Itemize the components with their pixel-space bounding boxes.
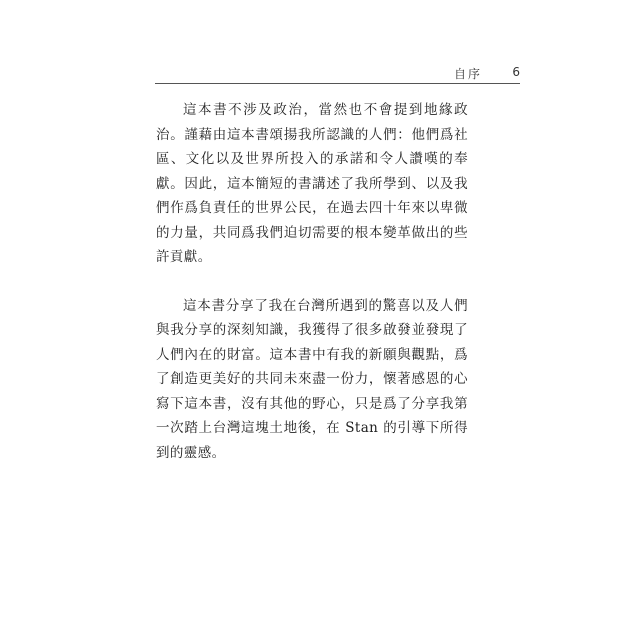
page-number: 6 — [512, 65, 520, 79]
body-text — [156, 98, 468, 489]
running-head: 自序 — [453, 67, 482, 81]
page-header — [155, 62, 520, 84]
paragraph: 這本書分享了我在台灣所遇到的驚喜以及人們與我分享的深刻知識，我獲得了很多啟發並發現了人們內在的財富。這本書中有我的新願與觀點，爲了創造更美好的共同未來盡一份力，懷著感恩的心寫下這本書，沒有其他的野心，只是爲了分享我第一次踏上台灣這塊土地後，在 Stan 的引導下所得到的靈感。 — [156, 297, 468, 461]
header-rule — [155, 83, 520, 84]
paragraph: 這本書不涉及政治，當然也不會提到地緣政治。謹藉由這本書頌揚我所認識的人們：他們爲社區、文化以及世界所投入的承諾和令人讚嘆的奉獻。因此，這本簡短的書講述了我所學到、以及我們作爲負責任的世界公民，在過去四十年來以卑微的力量，共同爲我們迫切需要的根本變革做出的些許貢獻。 — [156, 102, 468, 265]
